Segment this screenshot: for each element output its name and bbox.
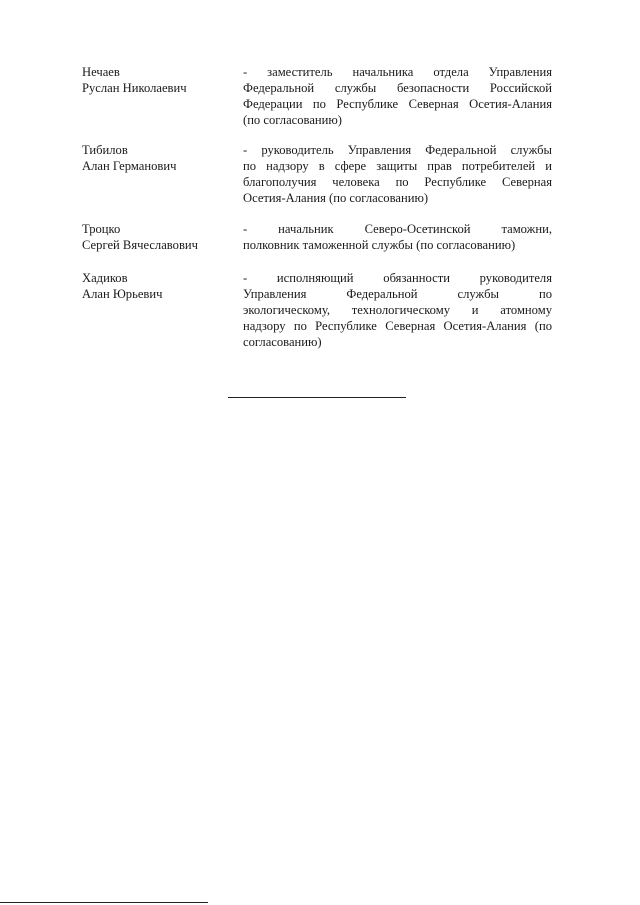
- position-line: экологическому, технологическому и атомному: [243, 303, 552, 317]
- end-of-list-rule: [228, 397, 406, 398]
- position-line: - руководитель Управления Федеральной службы: [243, 143, 552, 157]
- member-position: [243, 221, 552, 253]
- position-line: полковник таможенной службы (по согласованию): [243, 238, 516, 252]
- position-line: (по согласованию): [243, 113, 343, 127]
- member-given-name: Руслан Николаевич: [82, 81, 187, 95]
- position-line: Управления Федеральной службы по: [243, 287, 552, 301]
- member-given-name: Алан Германович: [82, 159, 177, 173]
- member-name: [82, 64, 232, 96]
- member-position: [243, 142, 552, 206]
- position-line: - заместитель начальника отдела Управления: [243, 65, 552, 79]
- member-given-name: Алан Юрьевич: [82, 287, 163, 301]
- position-line: надзору по Республике Северная Осетия-Алания (по: [243, 319, 552, 333]
- member-surname: Хадиков: [82, 271, 128, 285]
- position-line: Федеральной службы безопасности Российской: [243, 81, 552, 95]
- member-surname: Троцко: [82, 222, 121, 236]
- member-given-name: Сергей Вячеславович: [82, 238, 198, 252]
- member-position: [243, 64, 552, 128]
- member-name: [82, 221, 232, 253]
- position-line: Осетия-Алания (по согласованию): [243, 191, 429, 205]
- footer-rule: [0, 902, 208, 903]
- member-name: [82, 142, 232, 174]
- member-name: [82, 270, 232, 302]
- member-surname: Тибилов: [82, 143, 128, 157]
- position-line: - исполняющий обязанности руководителя: [243, 271, 552, 285]
- member-surname: Нечаев: [82, 65, 120, 79]
- position-line: - начальник Северо-Осетинской таможни,: [243, 222, 552, 236]
- position-line: по надзору в сфере защиты прав потребителей и: [243, 159, 552, 173]
- member-position: [243, 270, 552, 350]
- position-line: Федерации по Республике Северная Осетия-Алания: [243, 97, 552, 111]
- position-line: согласованию): [243, 335, 322, 349]
- position-line: благополучия человека по Республике Северная: [243, 175, 552, 189]
